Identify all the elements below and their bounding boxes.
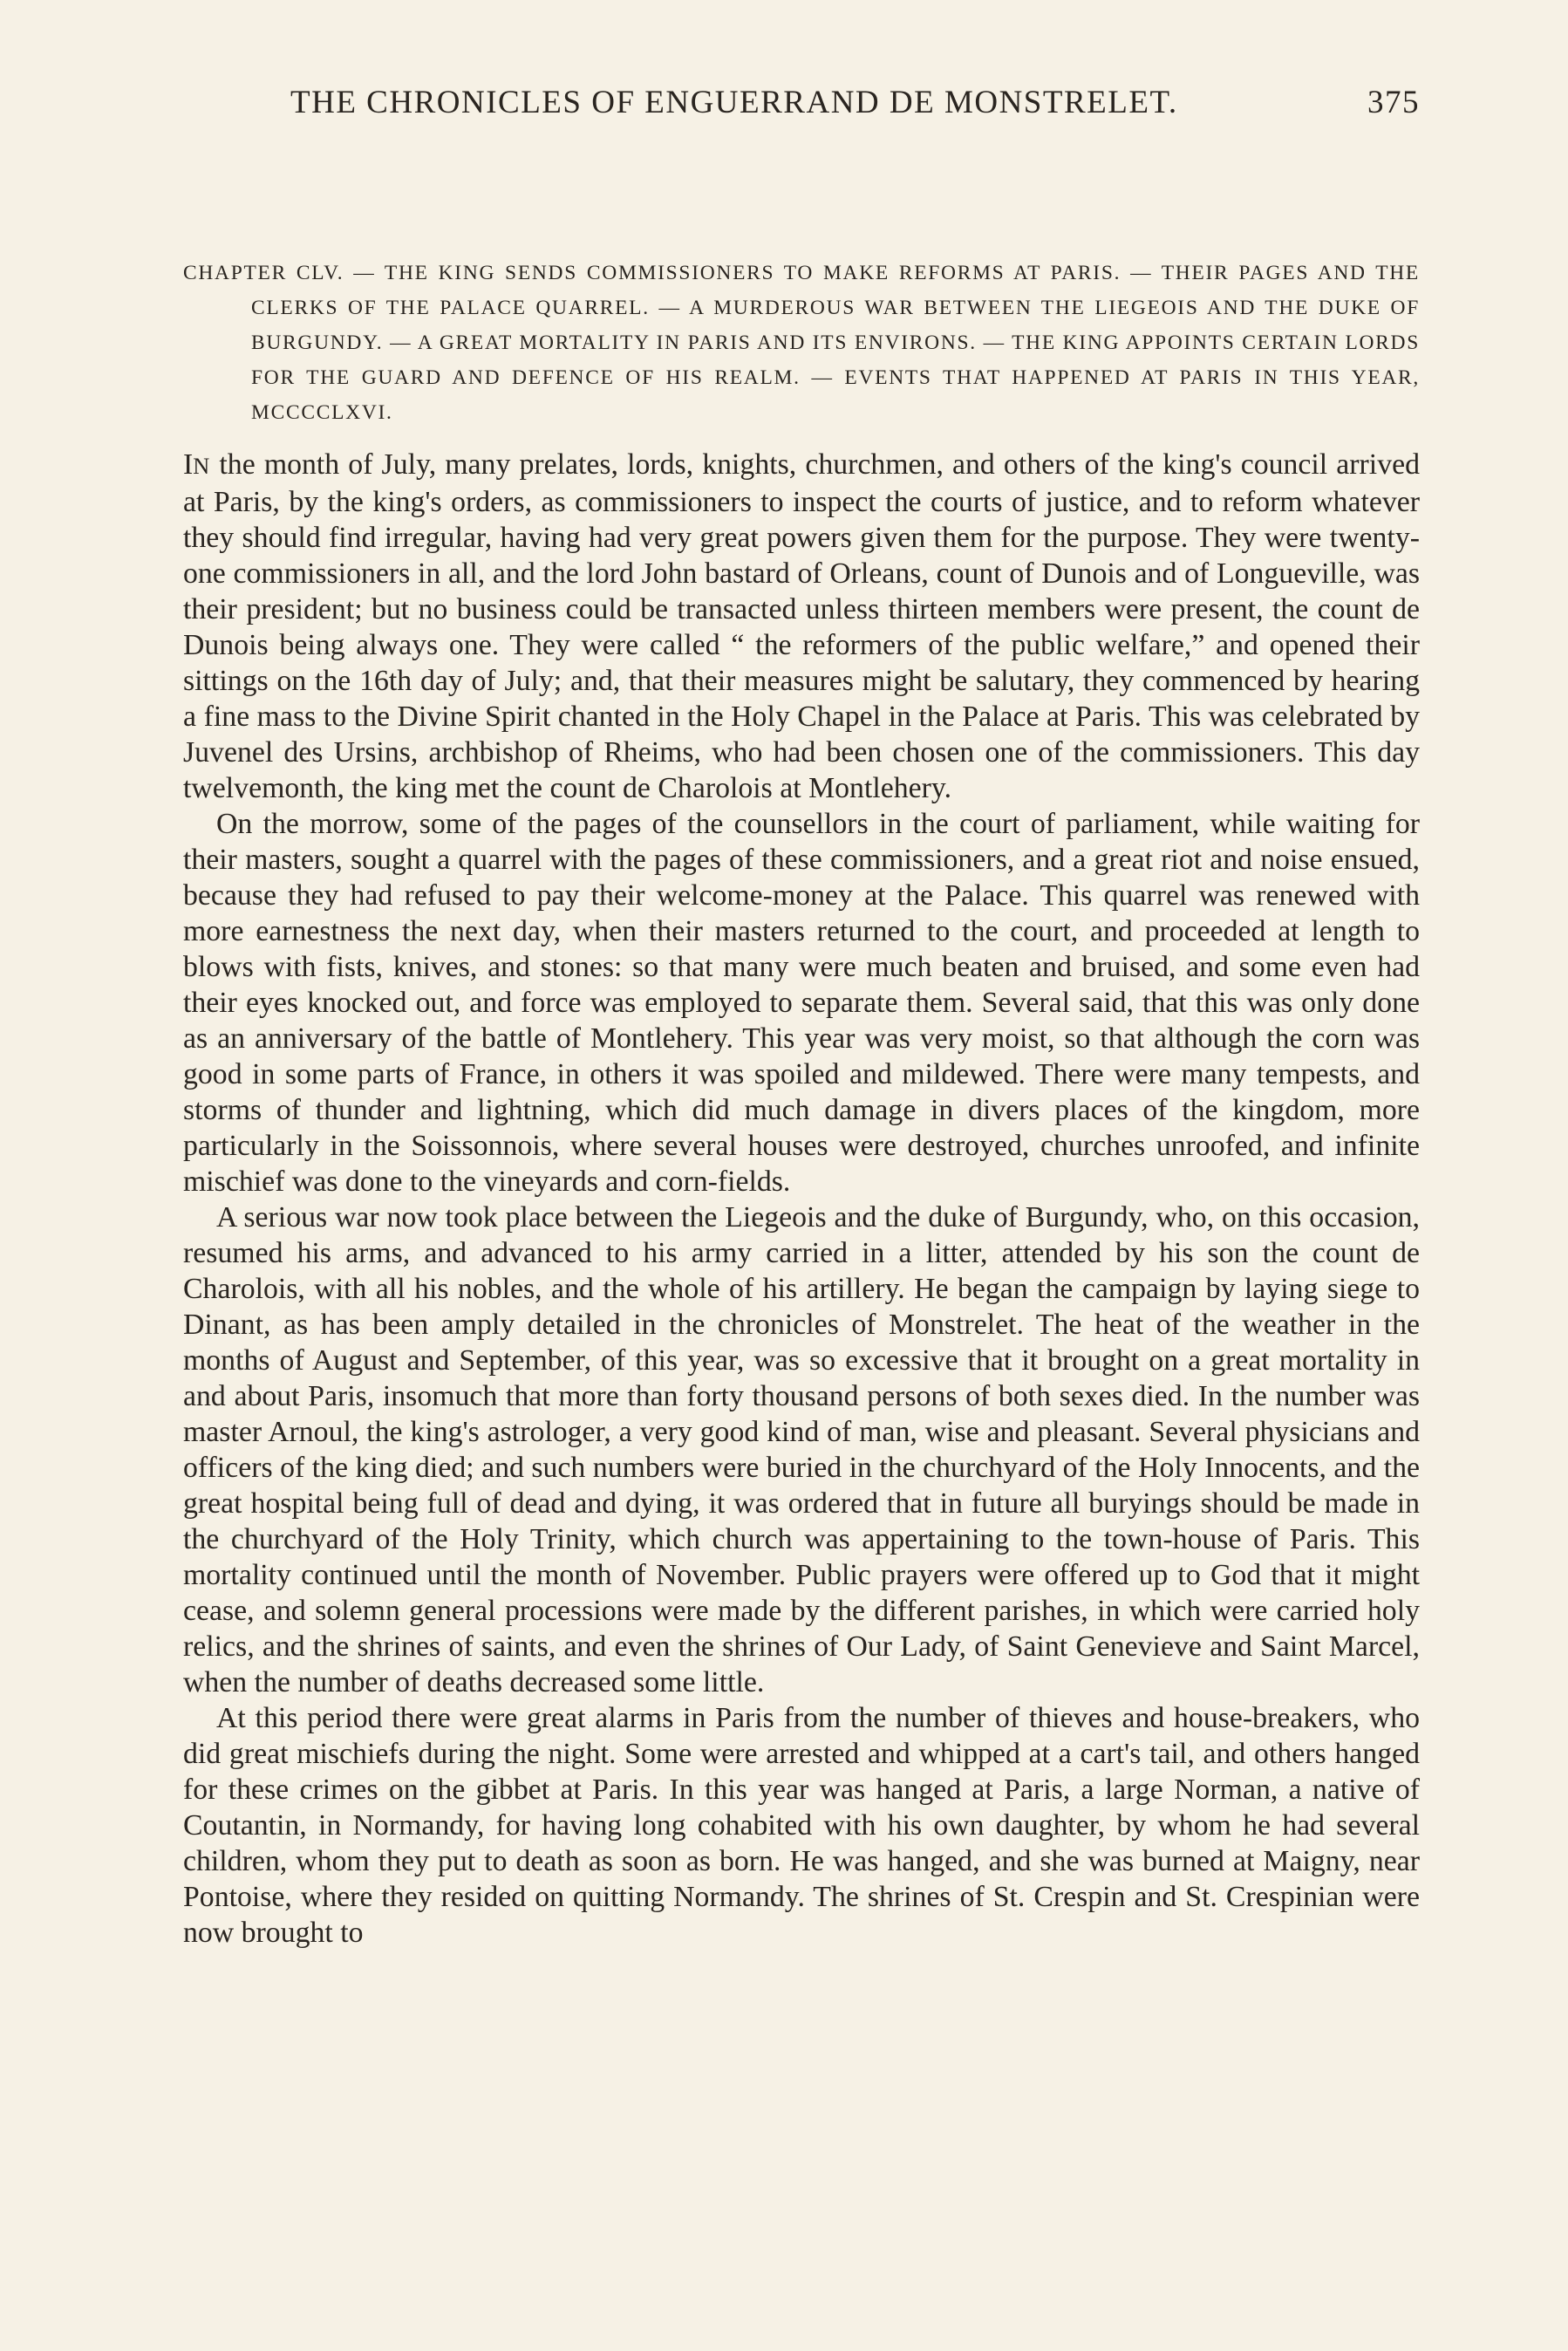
paragraph-1 — [183, 447, 1420, 806]
chapter-heading: CHAPTER CLV. — THE KING SENDS COMMISSIONERS TO MAKE REFORMS AT PARIS. — THEIR PAGES AND THE CLERKS OF THE PALACE QUARREL. — A MURDEROUS WAR BETWEEN THE LIEGEOIS AND THE DUKE OF BURGUNDY. — A GREAT MORTALITY IN PARIS AND ITS ENVIRONS. — THE KING APPOINTS CERTAIN LORDS FOR THE GUARD AND DEFENCE OF HIS REALM. — EVENTS THAT HAPPENED AT PARIS IN THIS YEAR, MCCCCLXVI. — [183, 262, 1420, 424]
paragraph-2: On the morrow, some of the pages of the counsellors in the court of parliament, while waiting for their masters, sought a quarrel with the pages of these commissioners, and a great riot and noise ensued, because they had refused to pay their welcome-money at the Palace. This quarrel was renewed with more earnestness the next day, when their masters returned to the court, and proceeded at length to blows with fists, knives, and stones: so that many were much beaten and bruised, and some even had their eyes knocked out, and force was employed to separate them. Several said, that this was only done as an anniversary of the battle of Montlehery. This year was very moist, so that although the corn was good in some parts of France, in others it was spoiled and mildewed. There were many tempests, and storms of thunder and lightning, which did much damage in divers places of the kingdom, more particularly in the Soissonnois, where several houses were destroyed, churches unroofed, and infinite mischief was done to the vineyards and corn-fields. — [183, 808, 1420, 1198]
paragraph-4: At this period there were great alarms in Paris from the number of thieves and house-breakers, who did great mischiefs during the night. Some were arrested and whipped at a cart's tail, and others hanged for these crimes on the gibbet at Paris. In this year was hanged at Paris, a large Norman, a native of Coutantin, in Normandy, for having long cohabited with his own daughter, by whom he had several children, whom they put to death as soon as born. He was hanged, and she was burned at Maigny, near Pontoise, where they resided on quitting Normandy. The shrines of St. Crespin and St. Crespinian were now brought to — [183, 1702, 1420, 1949]
body-text — [183, 447, 1420, 1951]
running-title: THE CHRONICLES OF ENGUERRAND DE MONSTRELET. — [290, 85, 1178, 120]
initial-letter-rest: N — [193, 454, 211, 479]
page-number: 375 — [1367, 85, 1420, 120]
initial-letter: I — [183, 448, 194, 481]
running-header — [262, 79, 1420, 127]
paragraph-1-text: the month of July, many prelates, lords, knights, churchmen, and others of the king's council arrived at Paris, by the king's orders, as commissioners to inspect the courts of justice, and to reform whatever they should find irregular, having had very great powers given them for the purpose. They were twenty-one commissioners in all, and the lord John bastard of Orleans, count of Dunois and of Longueville, was their president; but no business could be transacted unless thirteen members were present, the count de Dunois being always one. They were called “ the reformers of the public welfare,” and opened their sittings on the 16th day of July; and, that their measures might be salutary, they commenced by hearing a fine mass to the Divine Spirit chanted in the Holy Chapel in the Palace at Paris. This was celebrated by Juvenel des Ursins, archbishop of Rheims, who had been chosen one of the commissioners. This day twelvemonth, the king met the count de Charolois at Montlehery. — [183, 448, 1420, 804]
paragraph-3: A serious war now took place between the Liegeois and the duke of Burgundy, who, on this occasion, resumed his arms, and advanced to his army carried in a litter, attended by his son the count de Charolois, with all his nobles, and the whole of his artillery. He began the campaign by laying siege to Dinant, as has been amply detailed in the chronicles of Monstrelet. The heat of the weather in the months of August and September, of this year, was so excessive that it brought on a great mortality in and about Paris, insomuch that more than forty thousand persons of both sexes died. In the number was master Arnoul, the king's astrologer, a very good kind of man, wise and pleasant. Several physicians and officers of the king died; and such numbers were buried in the churchyard of the Holy Innocents, and the great hospital being full of dead and dying, it was ordered that in future all buryings should be made in the churchyard of the Holy Trinity, which church was appertaining to the town-house of Paris. This mortality continued until the month of November. Public prayers were offered up to God that it might cease, and solemn general processions were made by the different parishes, in which were carried holy relics, and the shrines of saints, and even the shrines of Our Lady, of Saint Genevieve and Saint Marcel, when the number of deaths decreased some little. — [183, 1201, 1420, 1698]
